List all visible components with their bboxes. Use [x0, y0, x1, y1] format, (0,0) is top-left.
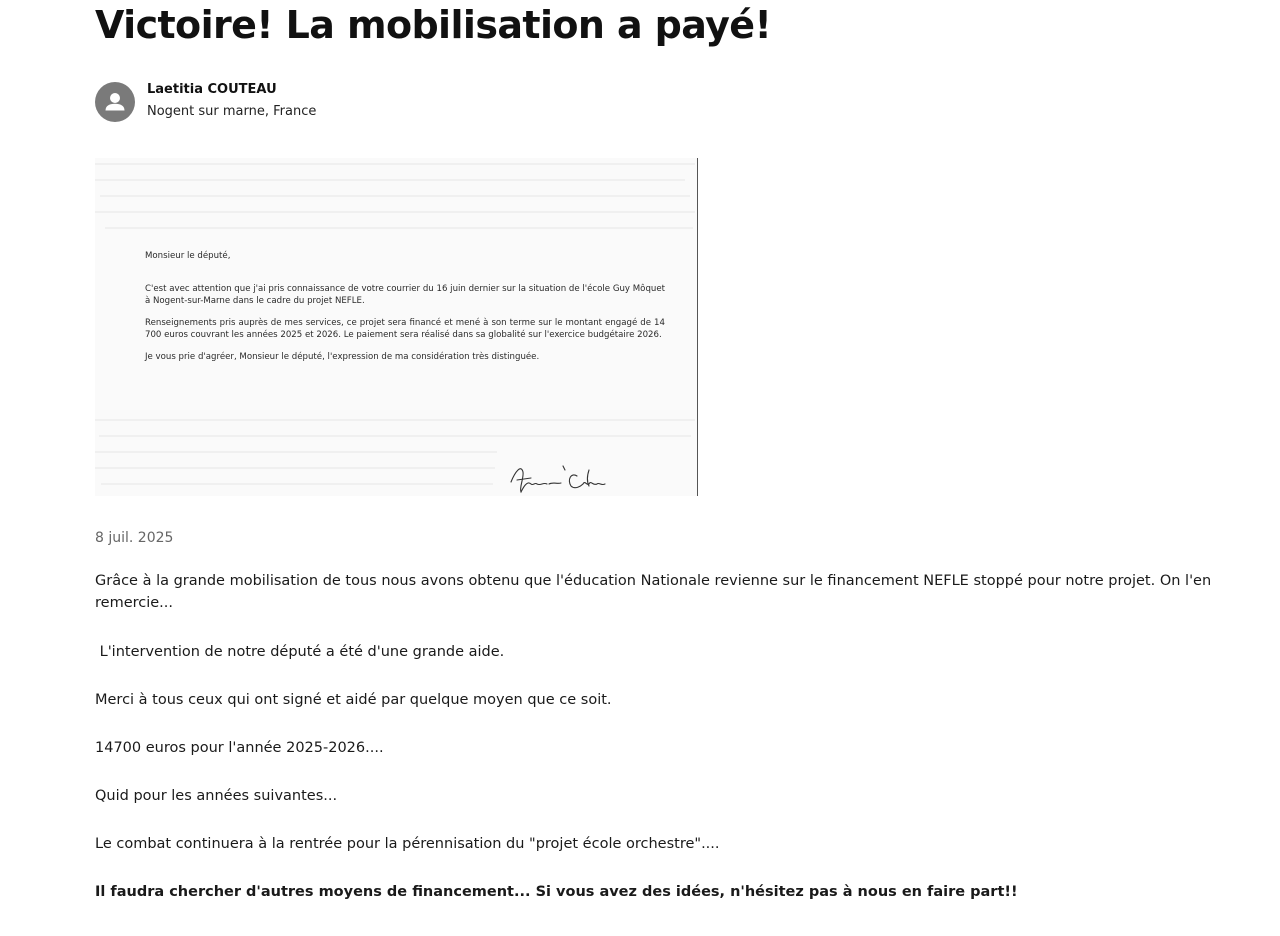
handwritten-signature: [507, 458, 617, 496]
body-paragraph-bold: Il faudra chercher d'autres moyens de financement... Si vous avez des idées, n'hésitez pas à nous en faire part!!: [95, 884, 1018, 900]
body-paragraph: Grâce à la grande mobilisation de tous nous avons obtenu que l'éducation Nationale revienne sur le financement NEFLE stoppé pour notre projet. On l'en remercie...: [95, 573, 1212, 611]
user-avatar-icon[interactable]: [95, 82, 135, 122]
body-paragraph: 14700 euros pour l'année 2025-2026....: [95, 740, 384, 756]
body-paragraph: Quid pour les années suivantes...: [95, 788, 338, 804]
letter-image[interactable]: [95, 158, 698, 496]
author-location: Nogent sur marne, France: [147, 104, 317, 119]
letter-paragraph: Je vous prie d'agréer, Monsieur le député, l'expression de ma considération très distinguée.: [145, 352, 540, 362]
letter-image-edge: [697, 158, 698, 496]
letter-paragraph: Renseignements pris auprès de mes services, ce projet sera financé et mené à son terme sur le montant engagé de 14 700 euros couvrant les années 2025 et 2026. Le paiement sera réalisé dans sa globalité sur l'exercice budgétaire 2026.: [145, 318, 665, 340]
letter-paragraph: C'est avec attention que j'ai pris connaissance de votre courrier du 16 juin dernier sur la situation de l'école Guy Môquet à Nogent-sur-Marne dans le cadre du projet NEFLE.: [145, 284, 665, 306]
author-name[interactable]: Laetitia COUTEAU: [147, 82, 277, 97]
body-paragraph: L'intervention de notre député a été d'une grande aide.: [95, 644, 505, 660]
letter-salutation: Monsieur le député,: [145, 251, 231, 261]
update-body: [95, 570, 1265, 929]
page-title: Victoire! La mobilisation a payé!: [95, 3, 772, 47]
post-date: 8 juil. 2025: [95, 530, 174, 546]
body-paragraph: Le combat continuera à la rentrée pour la pérennisation du "projet école orchestre"....: [95, 836, 720, 852]
body-paragraph: Merci à tous ceux qui ont signé et aidé par quelque moyen que ce soit.: [95, 692, 612, 708]
letter-text: [145, 250, 665, 373]
